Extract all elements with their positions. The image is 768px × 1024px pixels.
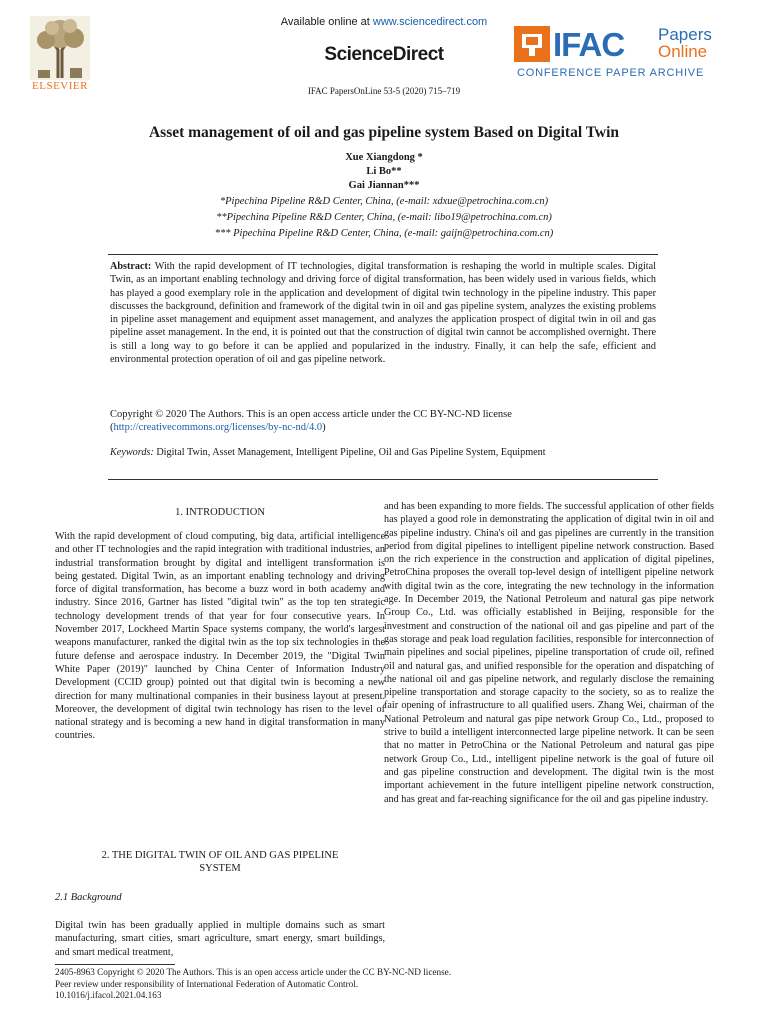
ifac-wordmark: IFAC	[553, 26, 625, 63]
ifac-online-label: Online	[658, 42, 708, 61]
author-name: Xue Xiangdong *	[345, 152, 423, 163]
section2-heading-line1: 2. THE DIGITAL TWIN OF OIL AND GAS PIPELINE	[101, 850, 339, 861]
section-heading-introduction: 1. INTRODUCTION	[175, 507, 265, 518]
footer	[55, 967, 715, 1002]
ifac-emblem-icon	[514, 26, 550, 67]
right-column-paragraph: and has been expanding to more fields. The successful application of other fields has played a good role in demonstrating the application of digital twin in oil and gas pipeline industry. China's oil and gas pipelines are currently in the transition period from digital pipelines to intelligent pipeline network construction. Based on the rich experience in the construction and application of digital pipelines, PetroChina proposes the overall top-level design of intelligent pipeline network with digital twin as the core, integrating the new technology in the information age. In December 2019, the National Petroleum and natural gas pipe network Group Co., Ltd. was officially established in Beijing, responsible for the investment and construction of the national oil and gas pipeline and part of the gas storage and peak load regulation facilities, responsible for interconnection of main pipelines and social pipelines, pipeline transportation of crude oil, refined oil and natural gas, and unified responsible for the operation and dispatching of the national oil and gas pipeline network, and regularly disclose the remaining pipeline transportation and storage capacity to the society, so as to realize the fair opening of infrastructure to all qualified users. Zhang Wei, chairman of the National Petroleum and natural gas pipe network Group Co., Ltd., proposed to strive to build a intelligent interconnected large pipeline network. It can be seen that no matter in PetroChina or the National Petroleum and natural gas pipe network Group Co., Ltd., intelligent pipeline network is the goal of future oil and gas pipeline construction and development. The digital twin is the most important achievement in the future intelligent pipeline network construction, and has great and far-reaching significance for the oil and gas pipeline industry.	[384, 501, 714, 805]
copyright-text: Copyright © 2020 The Authors. This is an open access article under the CC BY-NC-ND license	[110, 409, 512, 420]
footer-license: 2405-8963 Copyright © 2020 The Authors. This is an open access article under the CC BY-NC-ND license.	[55, 967, 452, 977]
available-online-line	[0, 16, 768, 28]
sciencedirect-link[interactable]: www.sciencedirect.com	[372, 16, 488, 28]
paren-open: (	[110, 422, 114, 433]
affiliation: **Pipechina Pipeline R&D Center, China, (e-mail: libo19@petrochina.com.cn)	[216, 212, 552, 223]
intro-paragraph: With the rapid development of cloud computing, big data, artificial intelligence and other IT technologies and the rapid integration with traditional industries, an industrial transformation brought by digital and intelligent transformation is being gestated. Digital Twin, as an important enabling technology and driving force of digital transformation, has become a buzz word in both academy and industry. Since 2016, Gartner has listed "digital twin" as the top ten strategic technology development trends of that year for four consecutive years. In November 2017, Lockheed Martin Space systems company, the world's largest weapons manufacturer, ranked the digital twin as the top six technologies in the future defense and aerospace industry. In December 2019, the "Digital Twin White Paper (2019)" launched by China Center of Information Industry Development (CCID group) pointed out that digital twin is becoming a new direction for many multinational companies in their business layout at present. Moreover, the development of digital twin technology has risen to the level of national strategy and is becoming a new hand in digital transformation in many countries.	[55, 531, 385, 742]
footer-rule	[55, 964, 175, 965]
footer-peer-review: Peer review under responsibility of International Federation of Automatic Control.	[55, 978, 359, 989]
available-prefix: Available online at	[280, 16, 373, 28]
keywords-label: Keywords:	[110, 447, 154, 458]
journal-citation: IFAC PapersOnLine 53-5 (2020) 715–719	[307, 86, 461, 96]
affiliation: *Pipechina Pipeline R&D Center, China, (e-mail: xdxue@petrochina.com.cn)	[219, 196, 549, 207]
section-heading-digital-twin	[55, 849, 385, 875]
paper-title: Asset management of oil and gas pipeline system Based on Digital Twin	[148, 124, 620, 141]
subsection-heading-background: 2.1 Background	[55, 892, 122, 903]
abstract-text: With the rapid development of IT technologies, digital transformation is reshaping the world in multiple scales. Digital Twin, as an important enabling technology and driving force of digital transformation, has been widely used in various fields, which has played a good exemplary role in the application and development of digital twin technology in the pipeline industry. This paper discusses the background, definition and framework of the digital twin in oil and gas pipeline system, analyzes the existing problems in pipeline asset management and equipment asset management, and analyzes the application prospect of digital twin in oil and gas pipeline asset management. In the end, it is pointed out that the construction of digital twin cannot be accomplished overnight. There is still a long way to go before it can be applied and popularized in the industry. Finally, it can help the safe, efficient and environmental protection operation of oil and gas pipeline network.	[110, 261, 656, 366]
sciencedirect-logo: ScienceDirect	[324, 44, 444, 65]
ifac-papers-online	[658, 26, 712, 60]
background-paragraph: Digital twin has been gradually applied in multiple domains such as smart manufacturing, smart cities, smart agriculture, smart energy, smart buildings, and smart medical treatment,	[55, 920, 385, 958]
author-name: Li Bo**	[366, 166, 402, 177]
elsevier-wordmark: ELSEVIER	[32, 80, 88, 92]
copyright-notice	[110, 408, 656, 434]
license-link[interactable]: http://creativecommons.org/licenses/by-nc-nd/4.0	[113, 422, 323, 433]
keywords-text: Digital Twin, Asset Management, Intelligent Pipeline, Oil and Gas Pipeline System, Equipment	[153, 447, 546, 458]
paren-close: )	[322, 422, 326, 433]
affiliation: *** Pipechina Pipeline R&D Center, China, (e-mail: gaijn@petrochina.com.cn)	[214, 228, 554, 239]
footer-doi: 10.1016/j.ifacol.2021.04.163	[55, 990, 162, 1000]
section2-heading-line2: SYSTEM	[199, 863, 241, 874]
author-name: Gai Jiannan***	[348, 180, 420, 191]
abstract	[110, 260, 656, 366]
abstract-label: Abstract:	[110, 261, 152, 272]
ifac-papers-label: Papers	[658, 25, 712, 44]
keywords	[110, 446, 656, 459]
ifac-archive-tagline: CONFERENCE PAPER ARCHIVE	[517, 67, 705, 79]
